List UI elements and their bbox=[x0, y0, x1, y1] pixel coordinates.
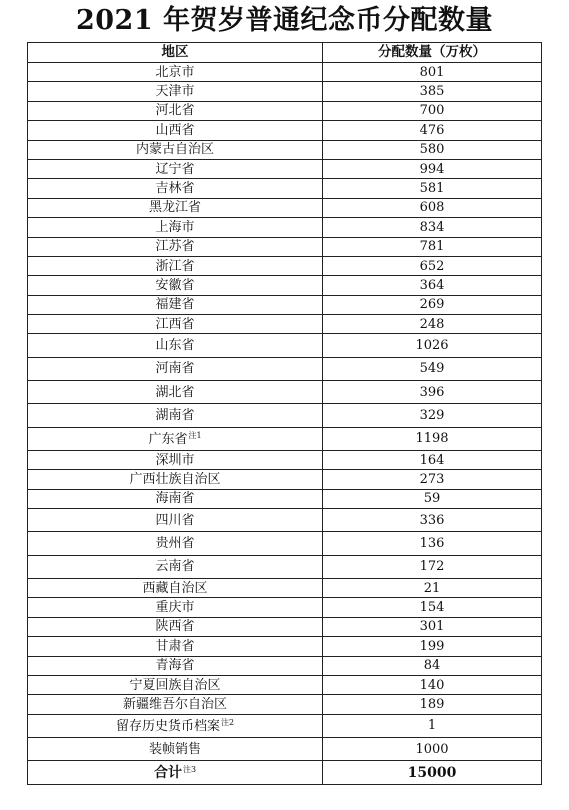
table-header-row bbox=[28, 43, 542, 63]
region-label: 广东省 bbox=[148, 431, 188, 447]
region-label: 浙江省 bbox=[155, 258, 195, 274]
region-label: 重庆市 bbox=[155, 600, 195, 616]
total-row bbox=[28, 761, 542, 785]
column-header-region: 地区 bbox=[28, 43, 323, 63]
region-cell bbox=[28, 218, 323, 237]
region-label: 陕西省 bbox=[155, 619, 195, 635]
footnote-marker: 注2 bbox=[220, 717, 235, 727]
region-label: 上海市 bbox=[155, 219, 195, 235]
region-label: 吉林省 bbox=[155, 181, 195, 197]
region-cell bbox=[28, 295, 323, 314]
table-row bbox=[28, 427, 542, 450]
region-cell bbox=[28, 63, 323, 82]
table-row bbox=[28, 404, 542, 427]
quantity-cell: 834 bbox=[323, 218, 542, 237]
table-row bbox=[28, 450, 542, 469]
region-cell bbox=[28, 489, 323, 508]
region-label: 江苏省 bbox=[155, 239, 195, 255]
region-cell bbox=[28, 656, 323, 675]
region-label: 新疆维吾尔自治区 bbox=[122, 697, 227, 713]
quantity-cell: 700 bbox=[323, 101, 542, 120]
table-row bbox=[28, 579, 542, 598]
region-label: 湖南省 bbox=[155, 408, 195, 423]
region-cell bbox=[28, 82, 323, 101]
quantity-cell: 581 bbox=[323, 179, 542, 198]
footnote-marker: 注1 bbox=[188, 430, 202, 440]
region-label: 山东省 bbox=[155, 338, 195, 354]
region-label: 甘肃省 bbox=[155, 638, 195, 654]
quantity-cell: 396 bbox=[323, 381, 542, 404]
quantity-cell: 608 bbox=[323, 198, 542, 217]
table-row bbox=[28, 598, 542, 617]
table-row bbox=[28, 198, 542, 217]
region-cell bbox=[28, 450, 323, 469]
region-label: 江西省 bbox=[155, 316, 195, 332]
region-cell bbox=[28, 509, 323, 532]
quantity-cell: 189 bbox=[323, 695, 542, 714]
region-label: 山西省 bbox=[155, 122, 195, 138]
region-label: 河北省 bbox=[155, 103, 195, 119]
region-label: 宁夏回族自治区 bbox=[129, 677, 221, 693]
quantity-cell: 1198 bbox=[323, 427, 542, 450]
region-label: 安徽省 bbox=[155, 277, 195, 293]
table-row bbox=[28, 617, 542, 636]
quantity-cell: 1000 bbox=[323, 738, 542, 761]
table-row bbox=[28, 714, 542, 737]
quantity-cell: 549 bbox=[323, 357, 542, 380]
region-label: 留存历史货币档案 bbox=[115, 718, 220, 734]
region-cell bbox=[28, 532, 323, 555]
table-row bbox=[28, 63, 542, 82]
total-label-cell bbox=[28, 761, 323, 785]
table-row bbox=[28, 637, 542, 656]
table-row bbox=[28, 357, 542, 380]
region-label: 贵州省 bbox=[155, 536, 195, 552]
table-row bbox=[28, 334, 542, 357]
table-row bbox=[28, 489, 542, 508]
table-row bbox=[28, 179, 542, 198]
table-row bbox=[28, 237, 542, 256]
region-cell bbox=[28, 598, 323, 617]
region-label: 福建省 bbox=[155, 297, 195, 313]
region-cell bbox=[28, 256, 323, 275]
region-cell bbox=[28, 579, 323, 598]
region-cell bbox=[28, 404, 323, 427]
table-row bbox=[28, 656, 542, 675]
table-row bbox=[28, 218, 542, 237]
quantity-cell: 580 bbox=[323, 140, 542, 159]
region-cell bbox=[28, 381, 323, 404]
region-label: 海南省 bbox=[155, 491, 195, 507]
quantity-cell: 781 bbox=[323, 237, 542, 256]
region-label: 青海省 bbox=[155, 658, 195, 674]
quantity-cell: 476 bbox=[323, 121, 542, 140]
region-label: 辽宁省 bbox=[155, 161, 195, 177]
region-cell bbox=[28, 334, 323, 357]
region-label: 广西壮族自治区 bbox=[129, 472, 221, 488]
region-cell bbox=[28, 738, 323, 761]
region-label: 北京市 bbox=[155, 64, 195, 80]
region-cell bbox=[28, 637, 323, 656]
region-label: 深圳市 bbox=[155, 452, 195, 468]
region-label: 四川省 bbox=[155, 512, 195, 528]
quantity-cell: 652 bbox=[323, 256, 542, 275]
table-row bbox=[28, 140, 542, 159]
footnote-marker: 注3 bbox=[182, 764, 197, 774]
table-row bbox=[28, 315, 542, 334]
table-row bbox=[28, 295, 542, 314]
table-row bbox=[28, 256, 542, 275]
table-row bbox=[28, 509, 542, 532]
column-header-quantity: 分配数量（万枚） bbox=[323, 43, 542, 63]
region-cell bbox=[28, 276, 323, 295]
table-row bbox=[28, 381, 542, 404]
quantity-cell: 329 bbox=[323, 404, 542, 427]
quantity-cell: 136 bbox=[323, 532, 542, 555]
quantity-cell: 172 bbox=[323, 555, 542, 578]
region-label: 内蒙古自治区 bbox=[135, 142, 214, 158]
table-row bbox=[28, 695, 542, 714]
table-row bbox=[28, 276, 542, 295]
total-label: 合计 bbox=[153, 764, 182, 781]
quantity-cell: 385 bbox=[323, 82, 542, 101]
table-row bbox=[28, 121, 542, 140]
quantity-cell: 154 bbox=[323, 598, 542, 617]
quantity-cell: 199 bbox=[323, 637, 542, 656]
region-label: 湖北省 bbox=[155, 384, 195, 400]
quantity-cell: 21 bbox=[323, 579, 542, 598]
page-title: 2021 年贺岁普通纪念币分配数量 bbox=[75, 5, 494, 36]
region-cell bbox=[28, 675, 323, 694]
region-cell bbox=[28, 357, 323, 380]
quantity-cell: 164 bbox=[323, 450, 542, 469]
region-cell bbox=[28, 315, 323, 334]
region-cell bbox=[28, 121, 323, 140]
table-row bbox=[28, 82, 542, 101]
region-cell bbox=[28, 101, 323, 120]
region-cell bbox=[28, 179, 323, 198]
quantity-cell: 140 bbox=[323, 675, 542, 694]
region-cell bbox=[28, 237, 323, 256]
total-value: 15000 bbox=[323, 761, 542, 785]
quantity-cell: 248 bbox=[323, 315, 542, 334]
region-cell bbox=[28, 555, 323, 578]
quantity-cell: 1026 bbox=[323, 334, 542, 357]
quantity-cell: 84 bbox=[323, 656, 542, 675]
region-cell bbox=[28, 617, 323, 636]
region-label: 云南省 bbox=[155, 559, 195, 575]
table-row bbox=[28, 675, 542, 694]
region-cell bbox=[28, 695, 323, 714]
distribution-table bbox=[27, 42, 542, 785]
table-row bbox=[28, 101, 542, 120]
table-row bbox=[28, 738, 542, 761]
table-row bbox=[28, 555, 542, 578]
quantity-cell: 301 bbox=[323, 617, 542, 636]
region-label: 黑龙江省 bbox=[148, 200, 201, 216]
region-label: 河南省 bbox=[155, 361, 195, 377]
region-label: 装帧销售 bbox=[148, 741, 201, 757]
region-cell bbox=[28, 427, 323, 450]
region-cell bbox=[28, 198, 323, 217]
region-label: 天津市 bbox=[155, 84, 195, 100]
region-cell bbox=[28, 714, 323, 737]
region-cell bbox=[28, 470, 323, 489]
quantity-cell: 273 bbox=[323, 470, 542, 489]
quantity-cell: 336 bbox=[323, 509, 542, 532]
table-row bbox=[28, 532, 542, 555]
region-cell bbox=[28, 140, 323, 159]
quantity-cell: 801 bbox=[323, 63, 542, 82]
quantity-cell: 364 bbox=[323, 276, 542, 295]
quantity-cell: 269 bbox=[323, 295, 542, 314]
table-row bbox=[28, 470, 542, 489]
quantity-cell: 59 bbox=[323, 489, 542, 508]
region-cell bbox=[28, 159, 323, 178]
quantity-cell: 1 bbox=[323, 714, 542, 737]
table-row bbox=[28, 159, 542, 178]
region-label: 西藏自治区 bbox=[142, 580, 208, 596]
quantity-cell: 994 bbox=[323, 159, 542, 178]
